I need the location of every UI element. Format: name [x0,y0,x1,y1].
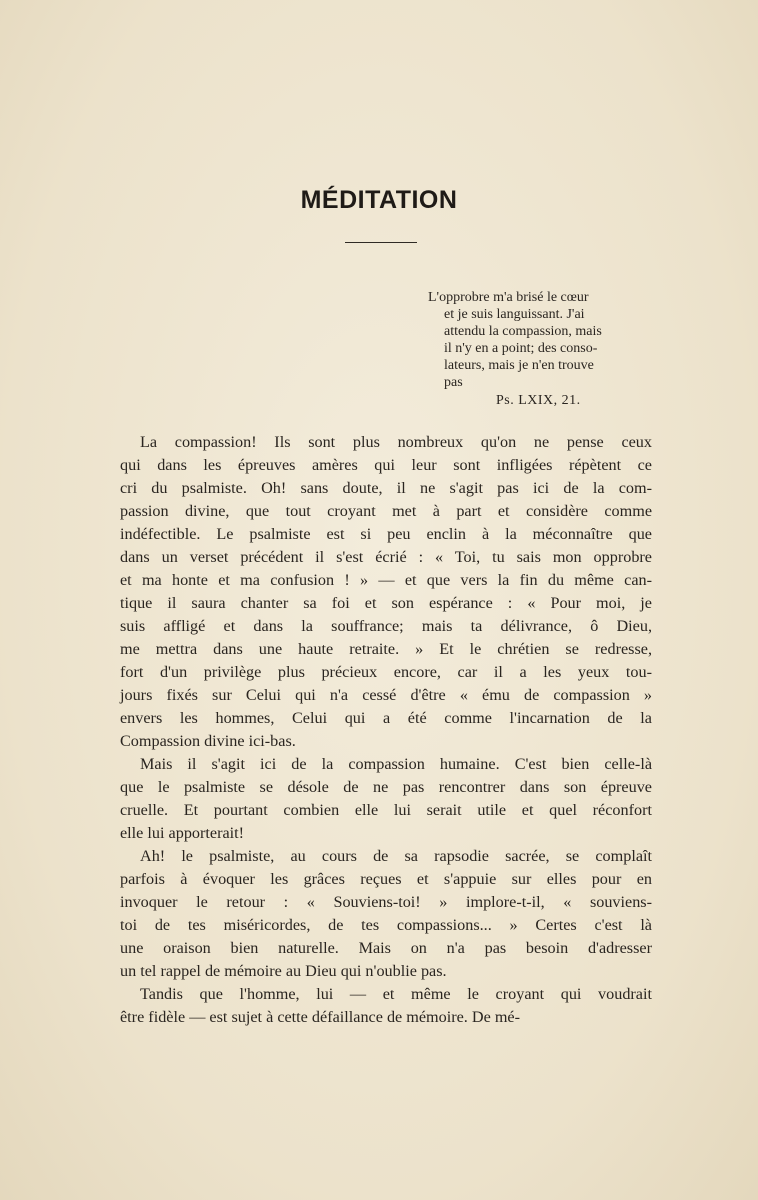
text-line: indéfectible. Le psalmiste est si peu enclin à la méconnaître que [120,525,652,543]
text-line: que le psalmiste se désole de ne pas rencontrer dans son épreuve [120,778,652,796]
paragraph [120,753,652,845]
paragraph [120,431,652,753]
text-line: Tandis que l'homme, lui — et même le croyant qui voudrait [140,985,652,1003]
text-line: cruelle. Et pourtant combien elle lui serait utile et quel réconfort [120,801,652,819]
text-line: tique il saura chanter sa foi et son espérance : « Pour moi, je [120,594,652,612]
epigraph-line: L'opprobre m'a brisé le cœur [428,290,589,305]
text-line: Compassion divine ici-bas. [120,732,296,750]
paragraph [120,983,652,1029]
text-line: cri du psalmiste. Oh! sans doute, il ne s'agit pas ici de la com- [120,479,652,497]
text-line: et ma honte et ma confusion ! » — et que vers la fin du même can- [120,571,652,589]
text-line: un tel rappel de mémoire au Dieu qui n'oublie pas. [120,962,447,980]
text-line: être fidèle — est sujet à cette défaillance de mémoire. De mé- [120,1008,520,1026]
epigraph-line: et je suis languissant. J'ai [444,307,585,322]
text-line: une oraison bien naturelle. Mais on n'a pas besoin d'adresser [120,939,652,957]
epigraph-reference: Ps. LXIX, 21. [496,393,581,408]
epigraph-line: il n'y en a point; des conso- [444,341,598,356]
epigraph-line: lateurs, mais je n'en trouve [444,358,594,373]
text-line: suis affligé et dans la souffrance; mais ta délivrance, ô Dieu, [120,617,652,635]
text-line: envers les hommes, Celui qui a été comme l'incarnation de la [120,709,652,727]
text-line: qui dans les épreuves amères qui leur sont infligées répètent ce [120,456,652,474]
title-divider [345,242,417,243]
text-line: invoquer le retour : « Souviens-toi! » implore-t-il, « souviens- [120,893,652,911]
text-line: dans un verset précédent il s'est écrié : « Toi, tu sais mon opprobre [120,548,652,566]
epigraph-line: pas [444,375,463,390]
text-line: Mais il s'agit ici de la compassion humaine. C'est bien celle-là [140,755,652,773]
text-line: passion divine, que tout croyant met à part et considère comme [120,502,652,520]
body-text [120,431,652,1029]
text-line: toi de tes miséricordes, de tes compassions... » Certes c'est là [120,916,652,934]
paragraph [120,845,652,983]
text-line: parfois à évoquer les grâces reçues et s'appuie sur elles pour en [120,870,652,888]
text-line: fort d'un privilège plus précieux encore, car il a les yeux tou- [120,663,652,681]
text-line: La compassion! Ils sont plus nombreux qu'on ne pense ceux [140,433,652,451]
page-title: MÉDITATION [300,186,458,214]
text-line: Ah! le psalmiste, au cours de sa rapsodie sacrée, se complaît [140,847,652,865]
text-line: jours fixés sur Celui qui n'a cessé d'être « ému de compassion » [120,686,652,704]
text-line: elle lui apporterait! [120,824,245,842]
text-line: me mettra dans une haute retraite. » Et le chrétien se redresse, [120,640,652,658]
epigraph [428,289,658,409]
epigraph-line: attendu la compassion, mais [444,324,602,339]
